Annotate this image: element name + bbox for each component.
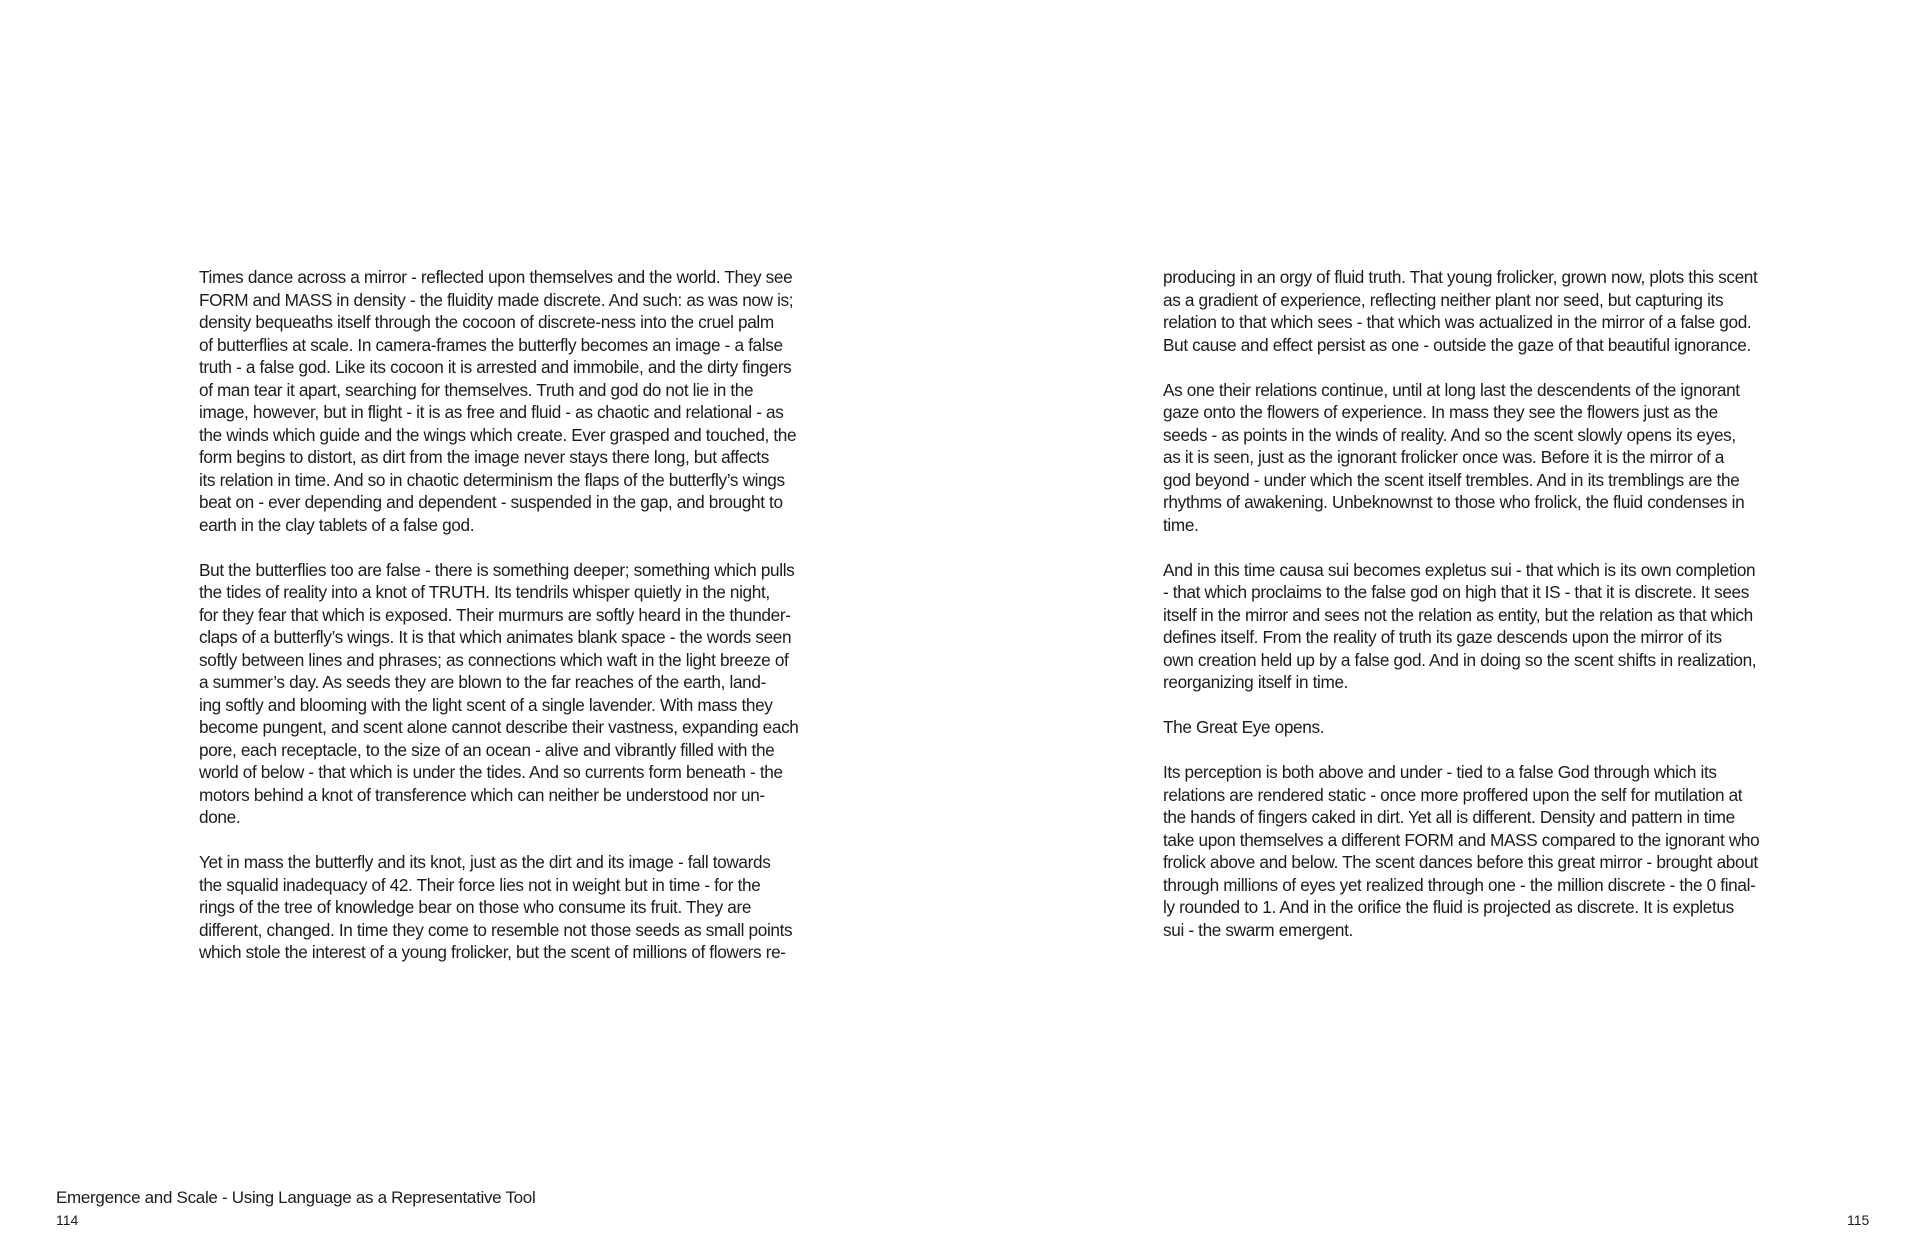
right-text-column	[1163, 266, 1760, 964]
text-line: ing softly and blooming with the light scent of a single lavender. With mass they	[199, 694, 773, 715]
paragraph	[199, 851, 793, 964]
text-line: softly between lines and phrases; as connections which waft in the light breeze of	[199, 649, 789, 670]
text-line: the tides of reality into a knot of TRUTH. Its tendrils whisper quietly in the night,	[199, 582, 770, 602]
text-line: reorganizing itself in time.	[1163, 672, 1349, 692]
text-line: rings of the tree of knowledge bear on those who consume its fruit. They are	[199, 897, 752, 917]
paragraph	[1163, 761, 1760, 941]
text-line: ly rounded to 1. And in the orifice the fluid is projected as discrete. It is expletus	[1163, 897, 1734, 917]
text-line: time.	[1163, 514, 1199, 535]
text-line: as a gradient of experience, reflecting neither plant nor seed, but capturing its	[1163, 289, 1724, 310]
paragraph	[1163, 266, 1758, 356]
text-line: relations are rendered static - once more proffered upon the self for mutilation at	[1163, 784, 1743, 805]
text-line: image, however, but in flight - it is as free and fluid - as chaotic and relational - as	[199, 402, 784, 422]
text-line: god beyond - under which the scent itself trembles. And in its tremblings are the	[1163, 469, 1740, 490]
text-line: And in this time causa sui becomes expletus sui - that which is its own completion	[1163, 559, 1756, 580]
paragraph	[1163, 716, 1743, 739]
right-page	[960, 0, 1920, 1242]
text-line: sui - the swarm emergent.	[1163, 919, 1353, 940]
text-line: world of below - that which is under the tides. And so currents form beneath - the	[199, 762, 783, 782]
text-line: the winds which guide and the wings which create. Ever grasped and touched, the	[199, 424, 797, 445]
paragraph	[199, 266, 797, 536]
text-line: motors behind a knot of transference which can neither be understood nor un-	[199, 784, 765, 805]
text-line: Times dance across a mirror - reflected upon themselves and the world. They see	[199, 267, 793, 287]
text-line: frolick above and below. The scent dances before this great mirror - brought about	[1163, 852, 1758, 872]
text-line: take upon themselves a different FORM and MASS compared to the ignorant who	[1163, 829, 1760, 850]
text-line: for they fear that which is exposed. Their murmurs are softly heard in the thunder-	[199, 604, 791, 625]
text-line: own creation held up by a false god. And in doing so the scent shifts in realization,	[1163, 649, 1757, 670]
text-line: which stole the interest of a young frolicker, but the scent of millions of flowers re-	[199, 942, 786, 962]
text-line: As one their relations continue, until at long last the descendents of the ignorant	[1163, 379, 1740, 400]
text-line: of man tear it apart, searching for themselves. Truth and god do not lie in the	[199, 379, 754, 400]
text-line: density bequeaths itself through the cocoon of discrete-ness into the cruel palm	[199, 312, 774, 332]
text-line: producing in an orgy of fluid truth. That young frolicker, grown now, plots this scent	[1163, 267, 1758, 287]
text-line: pore, each receptacle, to the size of an ocean - alive and vibrantly filled with the	[199, 739, 775, 760]
text-line: become pungent, and scent alone cannot describe their vastness, expanding each	[199, 717, 799, 737]
text-line: different, changed. In time they come to resemble not those seeds as small points	[199, 919, 793, 940]
text-line: seeds - as points in the winds of reality. And so the scent slowly opens its eyes,	[1163, 424, 1736, 445]
text-line: Its perception is both above and under - tied to a false God through which its	[1163, 762, 1717, 782]
text-line: beat on - ever depending and dependent - suspended in the gap, and brought to	[199, 492, 783, 512]
running-footer-title: Emergence and Scale - Using Language as a Representative Tool	[56, 1188, 536, 1207]
text-line: rhythms of awakening. Unbeknownst to those who frolick, the fluid condenses in	[1163, 492, 1745, 512]
text-line: done.	[199, 807, 241, 827]
left-text-column	[199, 266, 799, 986]
text-line: gaze onto the flowers of experience. In mass they see the flowers just as the	[1163, 402, 1718, 422]
text-line: as it is seen, just as the ignorant frolicker once was. Before it is the mirror of a	[1163, 447, 1724, 467]
page-number-left: 114	[56, 1212, 79, 1228]
text-line: itself in the mirror and sees not the relation as entity, but the relation as that which	[1163, 604, 1753, 625]
text-line: defines itself. From the reality of truth its gaze descends upon the mirror of its	[1163, 627, 1722, 647]
paragraph	[1163, 559, 1757, 694]
text-line: of butterflies at scale. In camera-frames the butterfly becomes an image - a false	[199, 334, 783, 355]
text-line: The Great Eye opens.	[1163, 717, 1325, 737]
text-line: its relation in time. And so in chaotic determinism the flaps of the butterfly’s wings	[199, 469, 785, 490]
text-line: But cause and effect persist as one - outside the gaze of that beautiful ignorance.	[1163, 334, 1751, 355]
text-line: claps of a butterfly’s wings. It is that which animates blank space - the words seen	[199, 627, 792, 647]
text-line: the squalid inadequacy of 42. Their force lies not in weight but in time - for the	[199, 874, 761, 895]
text-line: truth - a false god. Like its cocoon it is arrested and immobile, and the dirty fingers	[199, 357, 792, 377]
page-number-right: 115	[1847, 1212, 1870, 1228]
text-line: relation to that which sees - that which was actualized in the mirror of a false god.	[1163, 312, 1752, 332]
text-line: - that which proclaims to the false god on high that it IS - that it is discrete. It sees	[1163, 582, 1749, 602]
text-line: Yet in mass the butterfly and its knot, just as the dirt and its image - fall towards	[199, 852, 771, 872]
text-line: the hands of fingers caked in dirt. Yet all is different. Density and pattern in time	[1163, 807, 1735, 827]
text-line: earth in the clay tablets of a false god.	[199, 514, 475, 535]
text-line: FORM and MASS in density - the fluidity made discrete. And such: as was now is;	[199, 289, 794, 310]
paragraph	[199, 559, 799, 829]
text-line: But the butterflies too are false - there is something deeper; something which pulls	[199, 559, 795, 580]
text-line: form begins to distort, as dirt from the image never stays there long, but affects	[199, 447, 769, 467]
text-line: a summer’s day. As seeds they are blown to the far reaches of the earth, land-	[199, 672, 766, 692]
text-line: through millions of eyes yet realized through one - the million discrete - the 0 final-	[1163, 874, 1756, 895]
paragraph	[1163, 379, 1743, 537]
